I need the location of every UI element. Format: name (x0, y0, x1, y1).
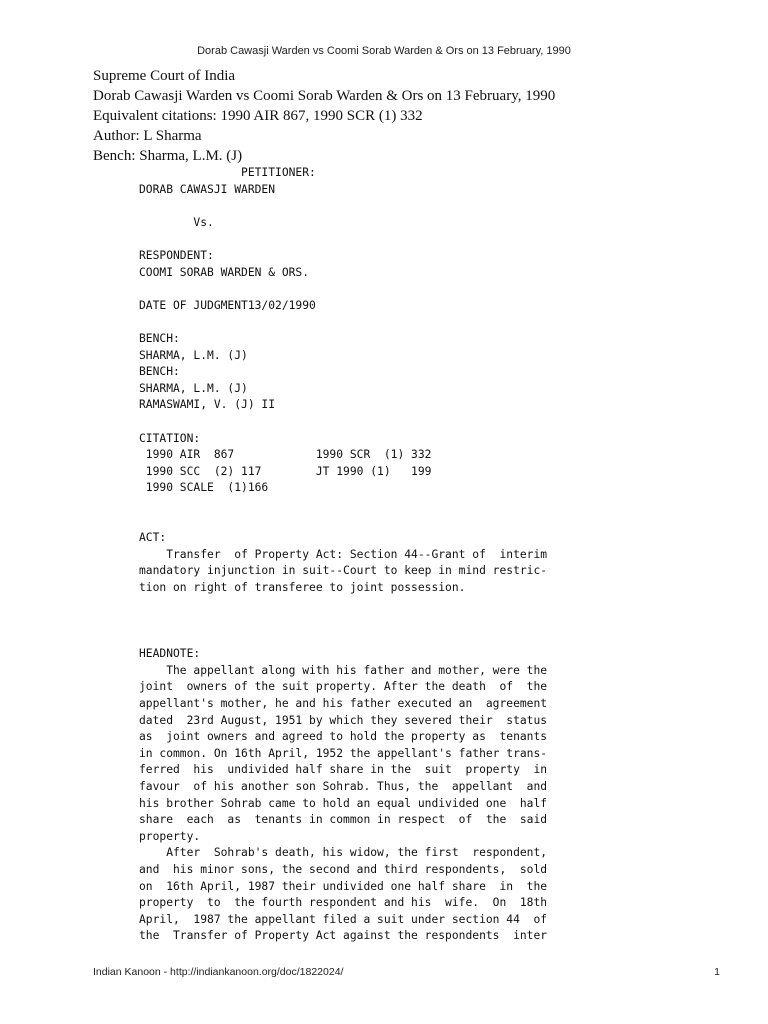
document-meta (93, 66, 555, 166)
equivalent-citations: Equivalent citations: 1990 AIR 867, 1990 SCR (1) 332 (93, 108, 423, 124)
page-title: Dorab Cawasji Warden vs Coomi Sorab Warden & Ors on 13 February, 1990 (93, 88, 556, 104)
bench-line: Bench: Sharma, L.M. (J) (93, 148, 243, 164)
author-line: Author: L Sharma (93, 128, 202, 144)
judgment-body: PETITIONER: DORAB CAWASJI WARDEN Vs. RESPONDENT: COOMI SORAB WARDEN & ORS. DATE OF JUDGMENT13/02/1990 BENCH: SHARMA, L.M. (J) BENCH: SHARMA, L.M. (J) RAMASWAMI, V. (J) II CITATION: 1990 AIR 867 1990 SCR (1) 332 1990 SCC (2) 117 JT 1990 (1) 199 1990 SCALE (1)166 ACT: Transfer of Property Act: Section 44--Grant of interim mandatory injunction in suit--Court to keep in mind restric- tion on right of transferee to joint possession. HEADNOTE: The appellant along with his father and mother, were the joint owners of the suit property. After the death of the appellant's mother, he and his father executed an agreement dated 23rd August, 1951 by which they severed their status as joint owners and agreed to hold the property as tenants in common. On 16th April, 1952 the appellant's father trans- ferred his undivided half share in the suit property in favour of his another son Sohrab. Thus, the appellant and his brother Sohrab came to hold an equal undivided one half share each as tenants in common in respect of the said property. After Sohrab's death, his widow, the first respondent, and his minor sons, the second and third respondents, sold on 16th April, 1987 their undivided one half share in the property to the fourth respondent and his wife. On 18th April, 1987 the appellant filed a suit under section 44 of the Transfer of Property Act against the respondents inter (139, 166, 548, 943)
running-header: Dorab Cawasji Warden vs Coomi Sorab Warden & Ors on 13 February, 1990 (197, 45, 571, 57)
court-name: Supreme Court of India (93, 68, 236, 84)
page-number: 1 (714, 966, 720, 978)
footer-source: Indian Kanoon - http://indiankanoon.org/doc/1822024/ (93, 966, 344, 978)
